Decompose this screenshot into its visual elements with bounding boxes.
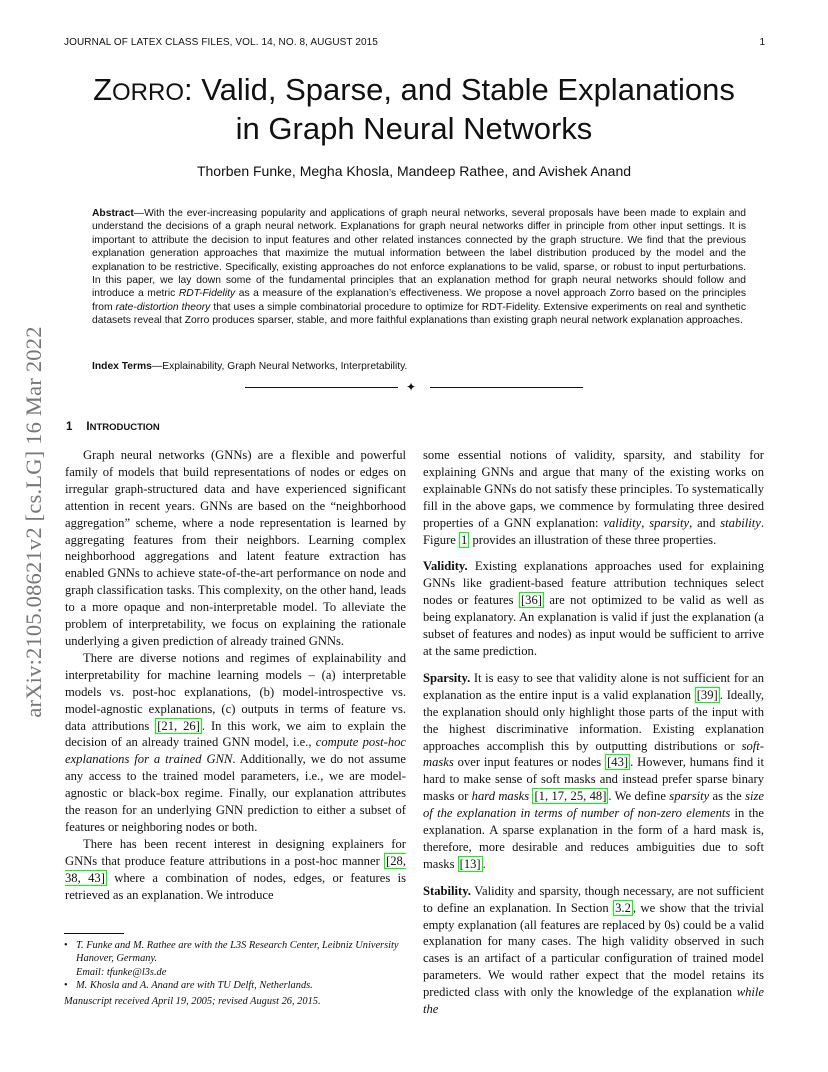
author-email: Email: tfunke@l3s.de	[76, 966, 167, 978]
citation-link[interactable]: [43]	[607, 755, 629, 770]
journal-header-text: JOURNAL OF LATEX CLASS FILES, VOL. 14, NO. 8, AUGUST 2015	[64, 37, 378, 48]
stability-heading: Stability.	[423, 883, 471, 898]
citation-link[interactable]: [21, 26]	[157, 718, 200, 733]
running-header	[64, 37, 378, 48]
divider-ornament: ✦	[406, 380, 417, 394]
sparsity-heading: Sparsity.	[423, 670, 471, 685]
section-link[interactable]: 3.2	[615, 900, 631, 915]
abstract-label: Abstract	[92, 208, 134, 219]
index-terms-label: Index Terms	[92, 361, 152, 372]
citation-link[interactable]: [39]	[696, 687, 718, 702]
citation-link[interactable]: [1, 17, 25, 48]	[534, 789, 607, 804]
index-terms: Index Terms—Explainability, Graph Neural Networks, Interpretability.	[92, 361, 408, 372]
citation-link[interactable]: [36]	[520, 593, 542, 608]
section-number: 1	[66, 421, 73, 433]
footnote-item: • T. Funke and M. Rathee are with the L3S Research Center, Leibniz University Hanover, Germany. Email: tfunke@l3s.de	[64, 940, 399, 978]
paragraph: There has been recent interest in designing explainers for GNNs that produce feature attributions in a post-hoc manner [28, 38, 43] where a combination of nodes, edges, or features is retrieved as an explanation. We introduce	[65, 836, 406, 902]
citation-link[interactable]: [28, 38, 43]	[65, 853, 406, 885]
arxiv-stamp	[14, 282, 54, 762]
footnote-item: • M. Khosla and A. Anand are with TU Delft, Netherlands.	[64, 980, 313, 992]
author-list: Thorben Funke, Megha Khosla, Mandeep Rathee, and Avishek Anand	[196, 163, 632, 179]
paragraph-stability: Stability. Validity and sparsity, though necessary, are not sufficient to define an explanation. In Section 3.2 , we show that the trivial empty explanation (all features are replaced by 0s) could be a valid explanation for many cases. The high validity observed in such cases is an artifact of a particular configuration of trained model parameters. We would rather expect that the model retains its predicted class with only the knowledge of the explanation while the	[423, 883, 764, 1017]
divider-right	[430, 387, 583, 388]
section-heading: 1 INTRODUCTION	[66, 421, 160, 433]
footnote-rule	[64, 933, 124, 934]
validity-heading: Validity.	[423, 559, 468, 574]
right-column	[423, 447, 764, 1018]
abstract: Abstract—With the ever-increasing popularity and applications of graph neural networks, several proposals have been made to explain and understand the decisions of a graph neural network. Explanations for graph neural networks differ in principle from other input settings. It is important to attribute the decision to input features and other related instances connected by the graph structure. We find that the previous explanation generation approaches that maximize the mutual information between the label distribution produced by the model and the explanation to be restrictive. Specifically, existing approaches do not enforce explanations to be valid, sparse, or robust to input perturbations. In this paper, we lay down some of the fundamental principles that an explanation method for graph neural networks should follow and introduce a metric RDT-Fidelity as a measure of the explanation’s effectiveness. We propose a novel approach Zorro based on the principles from rate-distortion theory that uses a simple combinatorial procedure to optimize for RDT-Fidelity. Extensive experiments on real and synthetic datasets reveal that Zorro produces sparser, stable, and more faithful explanations than existing graph neural network explanation approaches.	[92, 208, 746, 327]
paragraph: Graph neural networks (GNNs) are a flexible and powerful family of models that build representations of nodes or edges on irregular graph-structured data and have experienced significant attention in recent years. GNNs are based on the “neighborhood aggregation” scheme, where a node representation is learned by aggregating features from their neighbors. Learning complex neighborhood aggregations and latent feature extraction has enabled GNNs to achieve state-of-the-art performance on node and graph classification tasks. This complexity, on the other hand, leads to a more opaque and non-interpretable model. To alleviate the problem of interpretability, we focus on explaining the rationale underlying a given prediction of already trained GNNs.	[65, 448, 406, 648]
page-number: 1	[759, 37, 765, 48]
bullet-icon: •	[64, 980, 68, 992]
paragraph: There are diverse notions and regimes of explainability and interpretability for machine learning models – (a) interpretable models vs. post-hoc explanations, (b) model-introspective vs. model-agnostic explanations, (c) outputs in terms of feature vs. data attributions [21, 26] . In this work, we aim to explain the decision of an already trained GNN model, i.e., compute post-hoc explanations for a trained GNN. Additionally, we do not assume any access to the trained model parameters, i.e., we are model-agnostic or black-box regime. Finally, our explanation attributes the reason for an underlying GNN prediction to either a subset of features or neighboring nodes or both.	[65, 650, 407, 834]
figure-link[interactable]: 1	[461, 532, 468, 547]
paragraph-validity: Validity. Existing explanations approaches used for explaining GNNs like gradient-based feature attribution techniques select nodes or features [36] are not optimized to be valid as well as being explanatory. An explanation is valid if just the explanation (a subset of features and nodes) as input would be sufficient to arrive at the same prediction.	[423, 559, 765, 658]
divider-left	[245, 387, 398, 388]
bullet-icon: •	[64, 940, 68, 951]
paragraph-sparsity: Sparsity. It is easy to see that validity alone is not sufficient for an explanation as the entire input is a valid explanation [39] . Ideally, the explanation should only highlight those parts of the input with the highest discriminative information. Existing explanation approaches accomplish this by outputting distributions or soft-masks over input features or nodes [43] . However, humans find it hard to make sense of soft masks and instead prefer sparse binary masks or hard masks [1, 17, 25, 48] . We define sparsity as the size of the explanation in terms of number of non-zero elements in the explanation. A sparse explanation in the form of a hard mask is, therefore, more desirable and reduces ambiguities due to soft masks [13] .	[423, 670, 764, 871]
manuscript-note: Manuscript received April 19, 2005; revised August 26, 2015.	[64, 996, 321, 1007]
arxiv-stamp-text: arXiv:2105.08621v2 [cs.LG] 16 Mar 2022	[21, 326, 46, 718]
footnotes	[64, 939, 406, 993]
paragraph: some essential notions of validity, sparsity, and stability for explaining GNNs and argue that many of the existing works on explainable GNNs do not satisfy these principles. To systematically fill in the above gaps, we commence by formulating three desired properties of a GNN explanation: validity, sparsity, and stability. Figure 1 provides an illustration of these three properties.	[423, 448, 764, 547]
paper-title: ZORRO: Valid, Sparse, and Stable Explanations in Graph Neural Networks	[93, 72, 735, 146]
citation-link[interactable]: [13]	[459, 856, 481, 871]
left-column	[65, 447, 406, 903]
